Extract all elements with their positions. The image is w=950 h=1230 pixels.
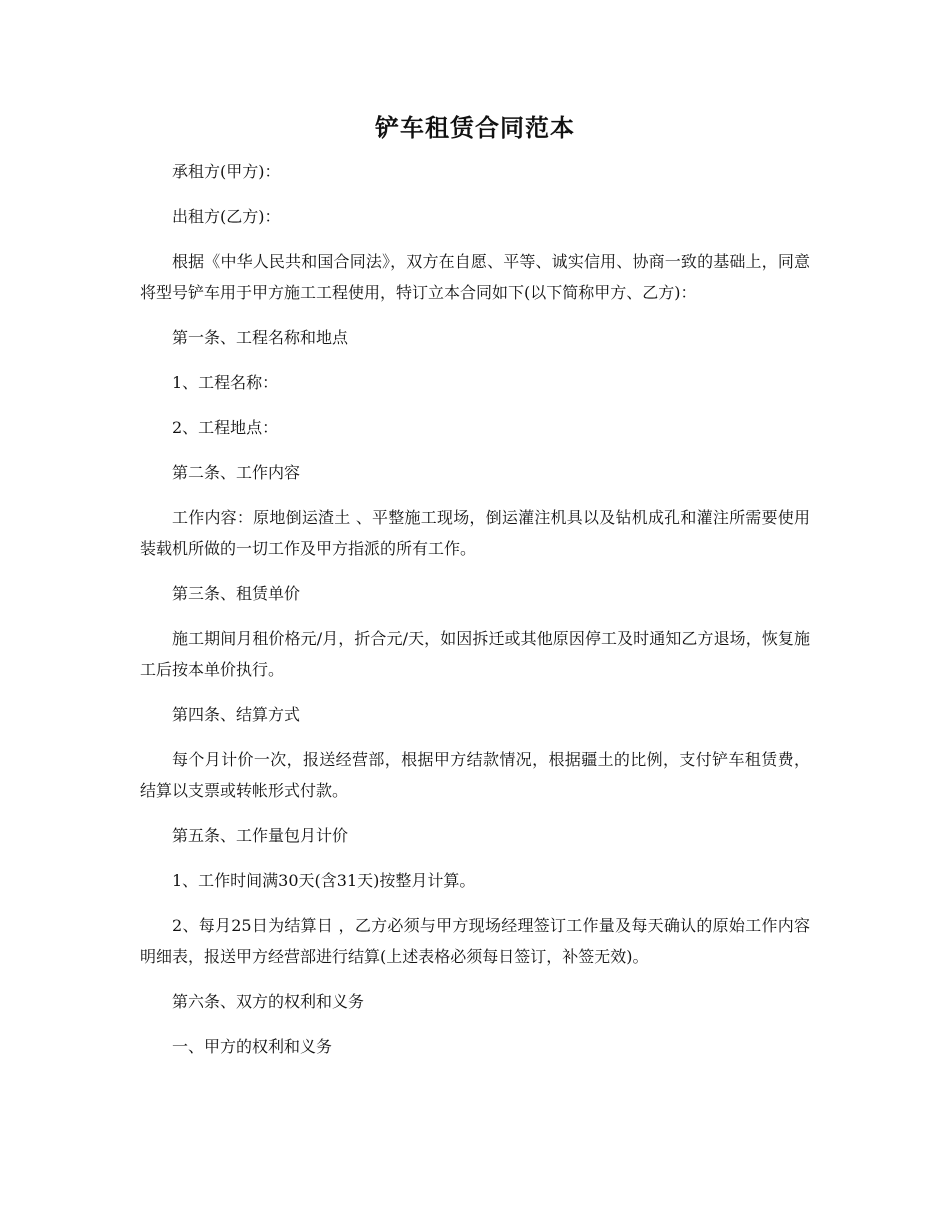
- document-page: [140, 108, 810, 1076]
- article-3-heading: 第三条、租赁单价: [172, 584, 301, 603]
- article-4-heading: 第四条、结算方式: [172, 705, 301, 724]
- project-location-line: 2、工程地点：: [172, 418, 279, 437]
- monthly-clause-1: 1、工作时间满30天(含31天)按整月计算。: [172, 871, 476, 890]
- party-a-rights-heading: 一、甲方的权利和义务: [172, 1037, 333, 1056]
- project-name-line: 1、工程名称：: [172, 373, 279, 392]
- lessee-line: 承租方(甲方)：: [172, 162, 281, 181]
- work-content-paragraph: 工作内容：原地倒运渣土 、平整施工现场，倒运灌注机具以及钻机成孔和灌注所需要使用装载机所做的一切工作及甲方指派的所有工作。: [140, 508, 810, 558]
- monthly-clause-2: 2、每月25日为结算日 ，乙方必须与甲方现场经理签订工作量及每天确认的原始工作内容明细表，报送甲方经营部进行结算(上述表格必须每日签订，补签无效)。: [140, 916, 810, 966]
- lessor-line: 出租方(乙方)：: [172, 207, 281, 226]
- rental-price-paragraph: 施工期间月租价格元/月，折合元/天，如因拆迁或其他原因停工及时通知乙方退场，恢复施工后按本单价执行。: [140, 629, 810, 679]
- settlement-paragraph: 每个月计价一次，报送经营部，根据甲方结款情况，根据疆土的比例，支付铲车租赁费，结算以支票或转帐形式付款。: [140, 750, 810, 800]
- preamble-paragraph: 根据《中华人民共和国合同法》，双方在自愿、平等、诚实信用、协商一致的基础上，同意将型号铲车用于甲方施工工程使用，特订立本合同如下(以下简称甲方、乙方)：: [140, 252, 810, 302]
- article-5-heading: 第五条、工作量包月计价: [172, 826, 349, 845]
- article-2-heading: 第二条、工作内容: [172, 463, 301, 482]
- article-1-heading: 第一条、工程名称和地点: [172, 328, 349, 347]
- document-title: 铲车租赁合同范本: [375, 113, 575, 142]
- article-6-heading: 第六条、双方的权利和义务: [172, 992, 365, 1011]
